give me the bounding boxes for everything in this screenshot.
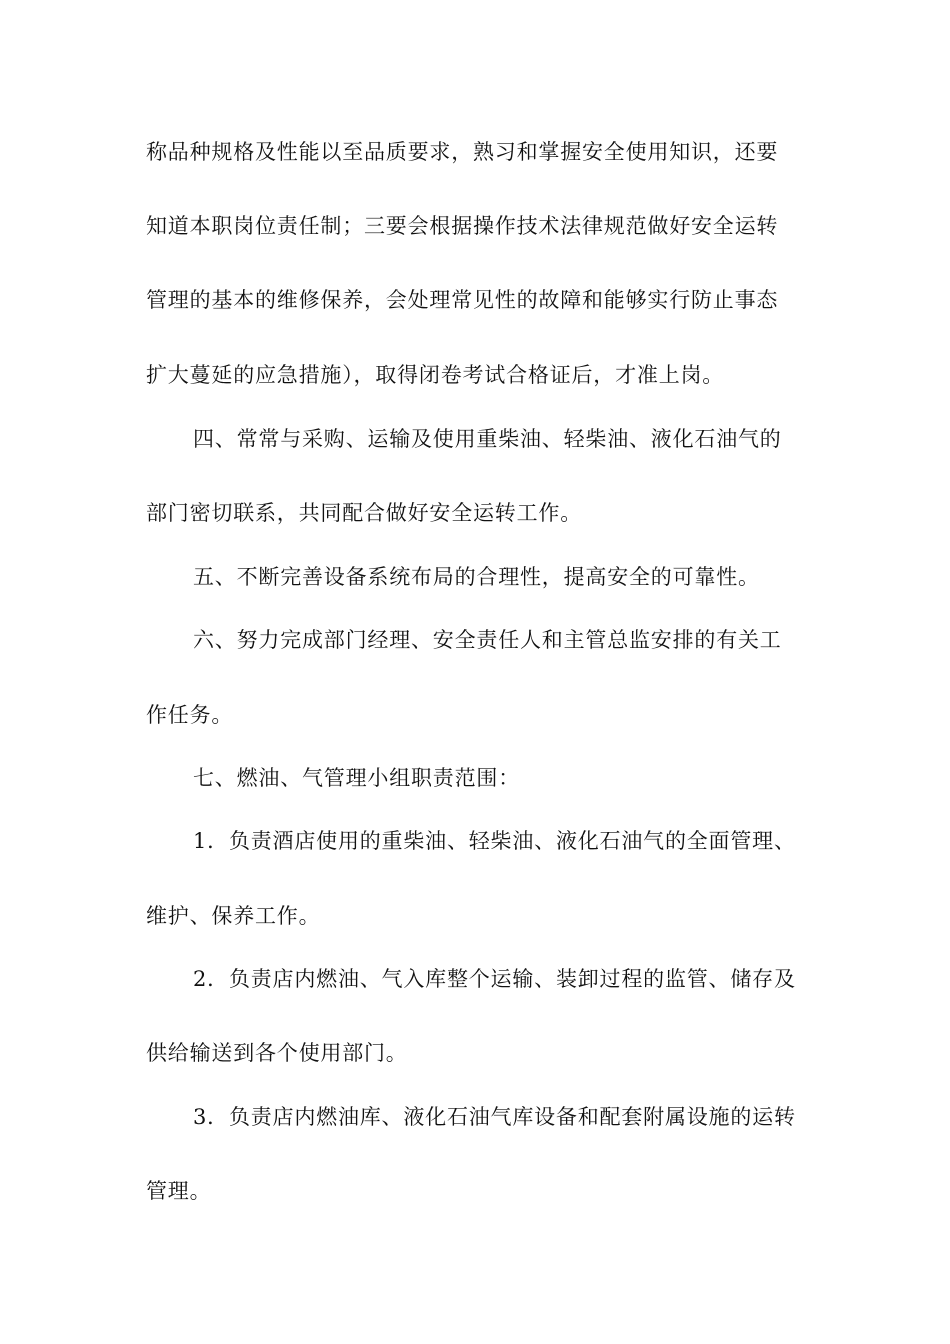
- paragraph-start-line: 七、燃油、气管理小组职责范围：: [193, 766, 520, 790]
- text-line: 扩大蔓延的应急措施），取得闭卷考试合格证后，才准上岗。: [146, 363, 725, 387]
- paragraph-start-line: 3．负责店内燃油库、液化石油气库设备和配套附属设施的运转: [193, 1105, 796, 1129]
- text-line: 管理的基本的维修保养，会处理常见性的故障和能够实行防止事态: [146, 288, 779, 312]
- paragraph-start-line: 四、常常与采购、运输及使用重柴油、轻柴油、液化石油气的: [193, 427, 782, 451]
- paragraph-start-line: 1．负责酒店使用的重柴油、轻柴油、液化石油气的全面管理、: [193, 829, 796, 853]
- paragraph-start-line: 五、不断完善设备系统布局的合理性，提高安全的可靠性。: [193, 565, 760, 589]
- paragraph-start-line: 2．负责店内燃油、气入库整个运输、装卸过程的监管、储存及: [193, 967, 796, 991]
- text-line: 供给输送到各个使用部门。: [146, 1041, 408, 1065]
- text-line: 部门密切联系，共同配合做好安全运转工作。: [146, 501, 582, 525]
- text-line: 维护、保养工作。: [146, 904, 321, 928]
- text-line: 作任务。: [146, 703, 234, 727]
- text-line: 知道本职岗位责任制；三要会根据操作技术法律规范做好安全运转: [146, 214, 779, 238]
- paragraph-start-line: 六、努力完成部门经理、安全责任人和主管总监安排的有关工: [193, 628, 782, 652]
- text-line: 管理。: [146, 1179, 212, 1203]
- text-line: 称品种规格及性能以至品质要求，熟习和掌握安全使用知识，还要: [146, 140, 779, 164]
